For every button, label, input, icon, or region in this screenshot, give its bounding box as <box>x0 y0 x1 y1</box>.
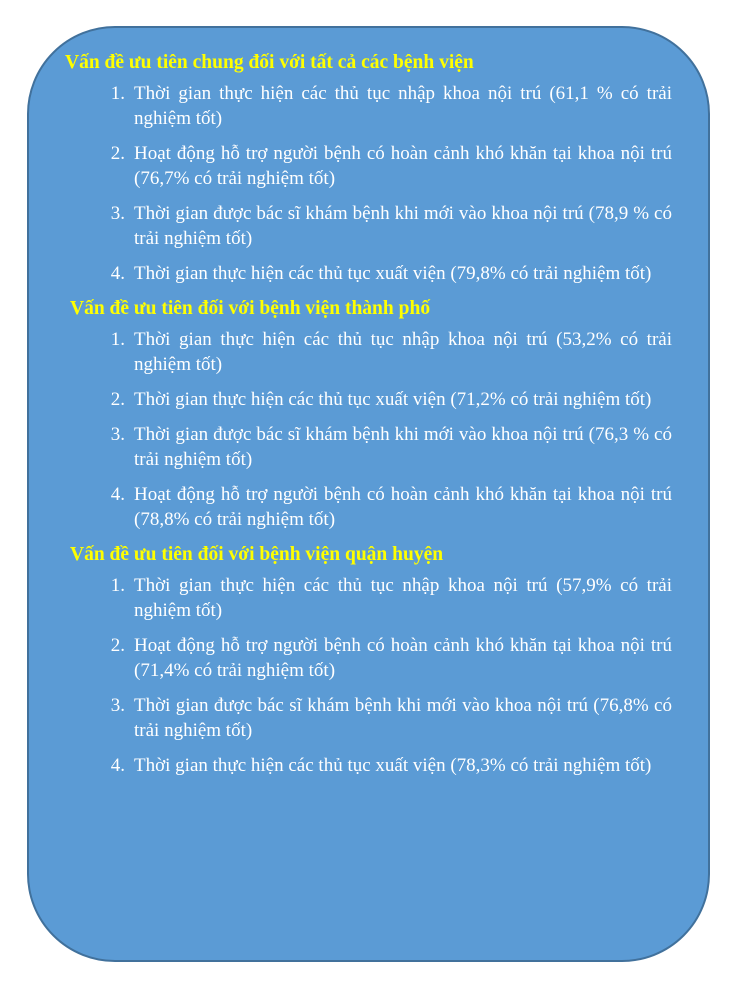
list-item <box>36 81 676 131</box>
item-number: 3. <box>110 695 125 716</box>
list-item <box>36 387 676 412</box>
item-text: Thời gian thực hiện các thủ tục nhập khoa nội trú (53,2% có trải nghiệm tốt) <box>134 329 672 375</box>
item-number: 4. <box>110 755 125 776</box>
list-item <box>36 422 676 472</box>
item-number: 4. <box>110 263 125 284</box>
list-item <box>36 693 676 743</box>
item-text: Thời gian thực hiện các thủ tục xuất viện (79,8% có trải nghiệm tốt) <box>134 263 652 284</box>
item-number: 2. <box>110 143 125 164</box>
section-title-district-hospital: Vấn đề ưu tiên đối với bệnh viện quận huyện <box>70 544 444 565</box>
section-title-general: Vấn đề ưu tiên chung đối với tất cả các bệnh viện <box>65 52 474 73</box>
item-number: 2. <box>110 635 125 656</box>
item-text: Thời gian thực hiện các thủ tục nhập khoa nội trú (57,9% có trải nghiệm tốt) <box>134 575 672 621</box>
item-number: 3. <box>110 203 125 224</box>
item-text: Hoạt động hỗ trợ người bệnh có hoàn cảnh khó khăn tại khoa nội trú (78,8% có trải nghiệm tốt) <box>134 484 672 530</box>
section-title-city-hospital: Vấn đề ưu tiên đối với bệnh viện thành phố <box>70 298 431 319</box>
list-item <box>36 573 676 623</box>
item-number: 1. <box>110 329 125 350</box>
item-number: 2. <box>110 389 125 410</box>
list-item <box>36 482 676 532</box>
item-text: Thời gian được bác sĩ khám bệnh khi mới vào khoa nội trú (76,3 % có trải nghiệm tốt) <box>134 424 672 470</box>
item-text: Thời gian thực hiện các thủ tục xuất viện (78,3% có trải nghiệm tốt) <box>134 755 652 776</box>
list-item <box>36 633 676 683</box>
item-number: 1. <box>110 575 125 596</box>
item-text: Thời gian thực hiện các thủ tục xuất viện (71,2% có trải nghiệm tốt) <box>134 389 652 410</box>
item-text: Thời gian thực hiện các thủ tục nhập khoa nội trú (61,1 % có trải nghiệm tốt) <box>134 83 672 129</box>
list-item <box>36 261 676 286</box>
district-hospital-priority-list <box>36 573 676 778</box>
item-number: 1. <box>110 83 125 104</box>
item-text: Thời gian được bác sĩ khám bệnh khi mới vào khoa nội trú (78,9 % có trải nghiệm tốt) <box>134 203 672 249</box>
item-number: 4. <box>110 484 125 505</box>
priority-content <box>36 50 676 788</box>
item-text: Hoạt động hỗ trợ người bệnh có hoàn cảnh khó khăn tại khoa nội trú (76,7% có trải nghiệm tốt) <box>134 143 672 189</box>
list-item <box>36 141 676 191</box>
list-item <box>36 201 676 251</box>
city-hospital-priority-list <box>36 327 676 532</box>
list-item <box>36 753 676 778</box>
item-number: 3. <box>110 424 125 445</box>
general-priority-list <box>36 81 676 286</box>
item-text: Thời gian được bác sĩ khám bệnh khi mới vào khoa nội trú (76,8% có trải nghiệm tốt) <box>134 695 672 741</box>
list-item <box>36 327 676 377</box>
item-text: Hoạt động hỗ trợ người bệnh có hoàn cảnh khó khăn tại khoa nội trú (71,4% có trải nghiệm tốt) <box>134 635 672 681</box>
